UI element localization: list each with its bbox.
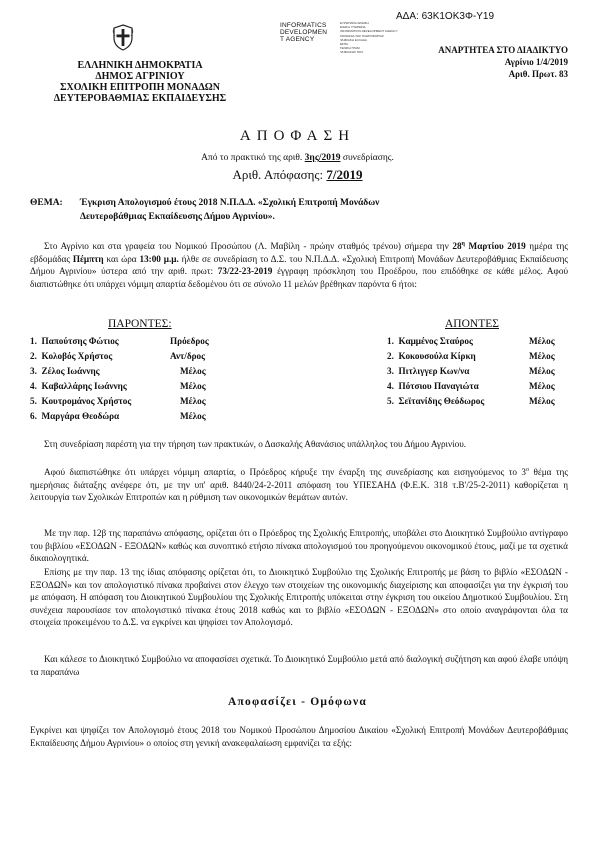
- document-date: Αγρίνιο 1/4/2019: [504, 57, 568, 67]
- secretary-paragraph: Στη συνεδρίαση παρέστη για την τήρηση των πρακτικών, ο Δασκαλής Αθανάσιος υπάλληλος του Δήμου Αγρινίου.: [44, 439, 467, 449]
- intro-paragraph: Στο Αγρίνιο και στα γραφεία του Νομικού Προσώπου (Λ. Μαβίλη - πρώην σταθμός τρένου) σήμερα την $28^\eta$ Μαρτίου 2019 ημέρα της εβδομάδας Πέμπτη και ώρα 13:00 μ.μ. ήλθε σε συνεδρίαση το Δ.Σ. του Ν.Π.Δ.Δ. «Σχολική Επιτροπή Μονάδων Δευτεροβάθμιας Εκπαίδευσης Δήμου Αγρινίου» ύστερα από την αριθ. πρωτ: 73/22-23-2019 έγγραφη πρόσκληση του Προέδρου, που επιδόθηκε σε κάθε μέλος. Αφού διαπιστώθηκε ότι υπάρχει νόμιμη απαρτία δεδομένου ότι σε σύνολο 11 μελών βρέθηκαν παρόντα 6 ήτοι:: [30, 241, 569, 289]
- subject-block: ΘΕΜΑ: Έγκριση Απολογισμού έτους 2018 Ν.Π.Δ.Δ. «Σχολική Επιτροπή Μονάδων Δευτεροβάθμιας Εκπαίδευσης Δήμου Αγρινίου».: [30, 198, 380, 222]
- informatics-logo: INFORMATICS DEVELOPMEN T AGENCY: [280, 22, 328, 43]
- internet-posting-label: ΑΝΑΡΤΗΤΕΑ ΣΤΟ ΔΙΑΔΙΚΤΥΟ: [438, 45, 568, 55]
- subject-label: ΘΕΜΑ:: [30, 198, 63, 208]
- decision-heading: Αποφασίζει - Ομόφωνα: [228, 696, 367, 708]
- ada-code: ΑΔΑ: 63Κ1ΟΚ3Φ-Υ19: [396, 11, 495, 22]
- organization-header: [40, 60, 240, 104]
- org-line-2: ΔΗΜΟΣ ΑΓΡΙΝΙΟΥ: [95, 71, 185, 82]
- greek-emblem-icon: [112, 24, 134, 51]
- logo-small-print: ΕΥΡΩΠΑΪΚΗ ΕΝΩΣΗ ΕΙΔΙΚΗ ΥΠΗΡΕΣΙΑ INFORMATION DEVELOPMENT AGENCY ΚΟΙΝΩΝΙΑ ΤΗΣ ΠΛΗΡΟΦΟΡΙΑΣ ΨΗΦΙΑΚΗ ΕΛΛΑΔΑ ΕΣΠΑ ΓΕΝΙΚΗ ΓΡΑΜ ΨΗΦΙΑΚΗΣ ΠΟΛ: [340, 21, 398, 55]
- quorum-paragraph: Αφού διαπιστώθηκε ότι υπάρχει νόμιμη απαρτία, ο Πρόεδρος κήρυξε την έναρξη της συνεδρίασης και εισηγούμενος το $3^o$ θέμα της ημερήσιας διάταξης ανέφερε ότι, με την υπ' αριθ. 8440/24-2-2011 απόφαση του ΥΠΕΣΑΗΔ (Φ.Ε.Κ. 318 τ.Β'/25-2-2011) καθορίζεται η λειτουργία των Σχολικών Επιτροπών και η ρύθμιση των οικονομικών θεμάτων αυτών.: [30, 467, 568, 503]
- org-line-1: ΕΛΛΗΝΙΚΗ ΔΗΜΟΚΡΑΤΙΑ: [77, 60, 203, 71]
- paragraph-12b: Με την παρ. 12β της παραπάνω απόφασης, ορίζεται ότι ο Πρόεδρος της Σχολικής Επιτροπής, υποβάλει στο Διοικητικό Συμβούλιο αντίγραφο του βιβλίου «ΕΣΟΔΩΝ - ΕΞΟΔΩΝ» καθώς και συνοπτικό ετήσιο πίνακα απολογισμού του προηγούμενου οικονομικού έτους, μαζί με τα σχετικά δικαιολογητικά.: [30, 528, 568, 563]
- org-line-3: ΣΧΟΛΙΚΗ ΕΠΙΤΡΟΠΗ ΜΟΝΑΔΩΝ: [59, 82, 221, 93]
- present-heading: ΠΑΡΟΝΤΕΣ:: [108, 318, 172, 330]
- minutes-reference: Από το πρακτικό της αριθ. 3ης/2019 συνεδρίασης.: [201, 153, 394, 163]
- document-title: ΑΠΟΦΑΣΗ: [239, 128, 356, 144]
- paragraph-13: Επίσης με την παρ. 13 της ίδιας απόφασης ορίζεται ότι, το Διοικητικό Συμβούλιο της Σχολικής Επιτροπής με βάση το βιβλίο «ΕΣΟΔΩΝ - ΕΞΟΔΩΝ» και τον απολογιστικό πίνακα προβαίνει στον έλεγχο των στοιχείων της οικονομικής διαχείρισης και αποφασίζει για την έγκρισή του με απόφαση. Η απόφαση του Διοικητικού Συμβουλίου της Σχολικής Επιτροπής υπόκειται στην έγκριση του οικείου Δημοτικού Συμβουλίου. Στη συνέχεια παρουσίασε τον απολογιστικό πίνακα έτους 2018 καθώς και το βιβλίο «ΕΣΟΔΩΝ - ΕΞΟΔΩΝ» στο οποίο αναγράφονται όλα τα στοιχεία προκειμένου το Δ.Σ. να εγκρίνει και ψηφίσει τον Απολογισμό.: [30, 567, 568, 627]
- org-line-4: ΔΕΥΤΕΡΟΒΑΘΜΙΑΣ ΕΚΠΑΙΔΕΥΣΗΣ: [53, 93, 227, 104]
- approval-paragraph: Εγκρίνει και ψηφίζει τον Απολογισμό έτους 2018 του Νομικού Προσώπου Δημοσίου Δικαίου «Σχολική Επιτροπή Μονάδων Δευτεροβάθμιας Εκπαίδευσης Δήμου Αγρινίου» ο οποίος στη γενική ανακεφαλαίωση εμφανίζει τα εξής:: [30, 725, 568, 748]
- decision-number: Αριθ. Απόφασης: 7/2019: [232, 167, 363, 182]
- call-to-decide-paragraph: Και κάλεσε το Διοικητικό Συμβούλιο να αποφασίσει σχετικά. Το Διοικητικό Συμβούλιο μετά από διαλογική συζήτηση και αφού έλαβε υπόψη τα παραπάνω: [30, 654, 568, 677]
- posting-info: [420, 44, 568, 80]
- absent-heading: ΑΠΟΝΤΕΣ: [445, 318, 499, 330]
- protocol-number: Αριθ. Πρωτ. 83: [508, 69, 568, 79]
